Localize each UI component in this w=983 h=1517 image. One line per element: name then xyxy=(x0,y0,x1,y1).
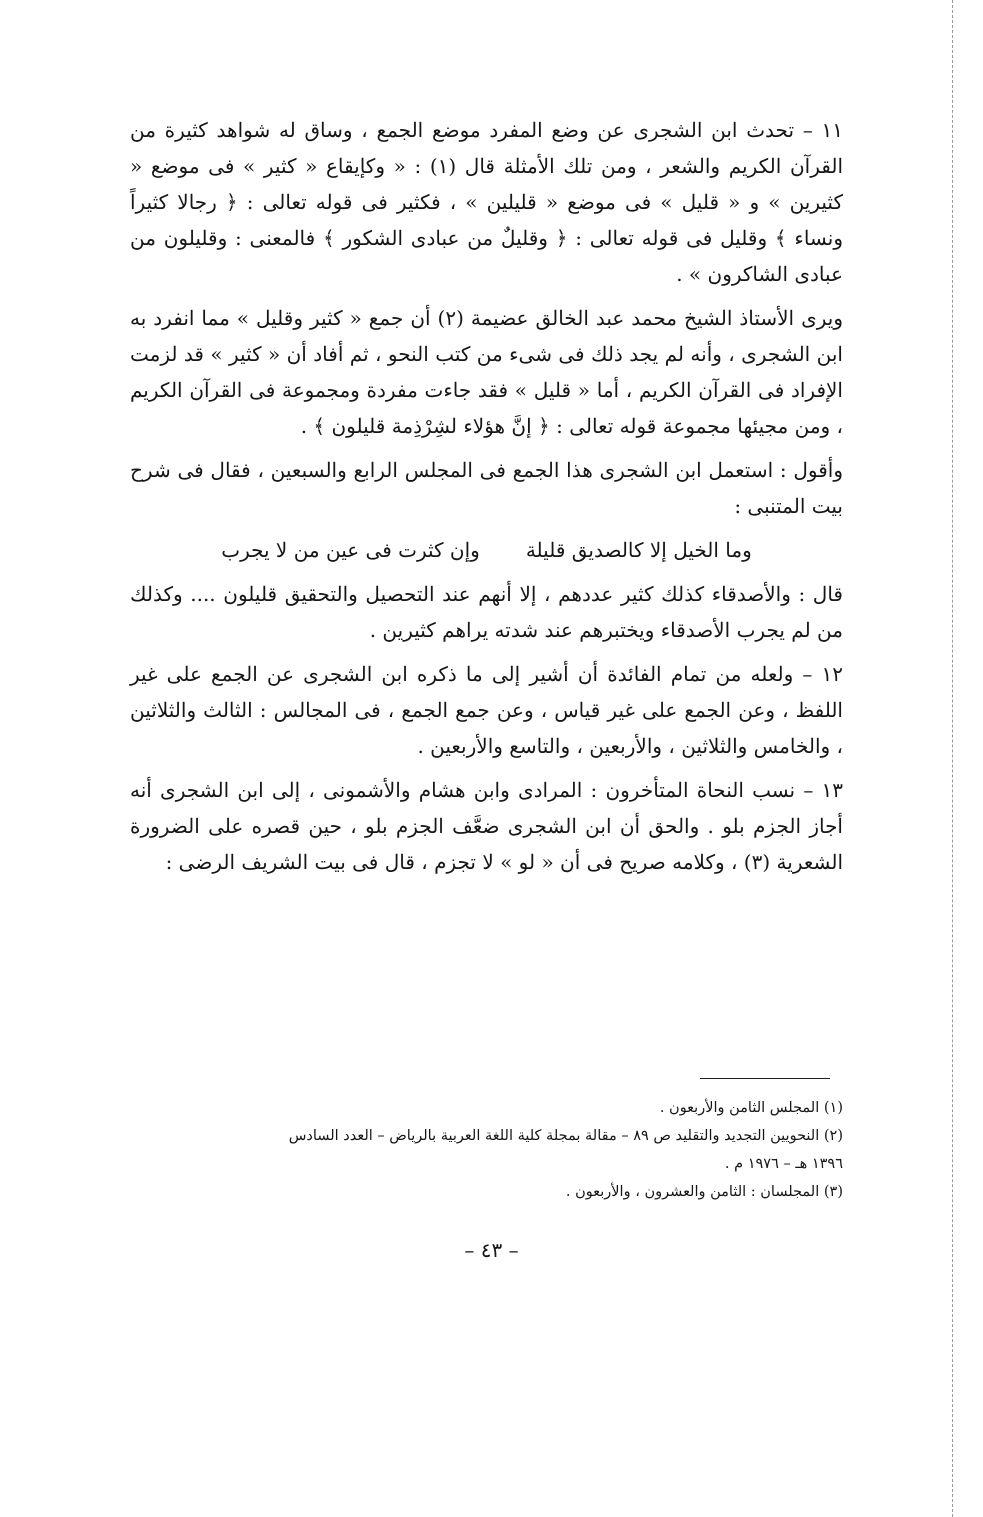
page-number: – ٤٣ – xyxy=(464,1238,519,1262)
scan-margin-line xyxy=(952,0,954,1517)
paragraph-aqul: وأقول : استعمل ابن الشجرى هذا الجمع فى المجلس الرابع والسبعين ، فقال فى شرح بيت المتنبى : xyxy=(130,458,843,518)
verse-first-half: وما الخيل إلا كالصديق قليلة xyxy=(525,538,752,562)
footnote-2: (٢) النحويين التجديد والتقليد ص ٨٩ – مقالة بمجلة كلية اللغة العربية بالرياض – العدد السادس xyxy=(288,1128,843,1144)
footnote-1: (١) المجلس الثامن والأربعون . xyxy=(659,1100,843,1116)
verse-second-half: وإن كثرت فى عين من لا يجرب xyxy=(221,538,480,562)
paragraph-13: ١٣ – نسب النحاة المتأخرون : المرادى وابن هشام والأشمونى ، إلى ابن الشجرى أنه أجاز الجزم بلو . والحق أن ابن الشجرى ضعَّف الجزم بلو ، حين قصره على الضرورة الشعرية (٣) ، وكلامه صريح فى أن « لو » لا تجزم ، قال فى بيت الشريف الرضى : xyxy=(130,778,843,874)
poetry-verse xyxy=(130,532,843,568)
footnote-separator xyxy=(700,1078,830,1079)
paragraph-qal: قال : والأصدقاء كذلك كثير عددهم ، إلا أنهم عند التحصيل والتحقيق قليلون .... وكذلك من لم يجرب الأصدقاء ويختبرهم عند شدته يراهم كثيرين . xyxy=(130,582,843,642)
paragraph-11: ١١ – تحدث ابن الشجرى عن وضع المفرد موضع الجمع ، وساق له شواهد كثيرة من القرآن الكريم والشعر ، ومن تلك الأمثلة قال (١) : « وكإيقاع « كثير » فى موضع « كثيرين » و « قليل » فى موضع « قليلين » ، فكثير فى قوله تعالى : ﴿ رجالا كثيراً ونساء ﴾ وقليل فى قوله تعالى : ﴿ وقليلٌ من عبادى الشكور ﴾ فالمعنى : وقليلون من عبادى الشاكرون » . xyxy=(130,118,843,286)
main-text xyxy=(130,112,843,888)
paragraph-12: ١٢ – ولعله من تمام الفائدة أن أشير إلى ما ذكره ابن الشجرى عن الجمع على غير اللفظ ، وعن الجمع على غير قياس ، وعن جمع الجمع ، فى المجالس : الثالث والثلاثين ، والخامس والثلاثين ، والأربعين ، والتاسع والأربعين . xyxy=(130,662,843,758)
paragraph-adima: ويرى الأستاذ الشيخ محمد عبد الخالق عضيمة (٢) أن جمع « كثير وقليل » مما انفرد به ابن الشجرى ، وأنه لم يجد ذلك فى شىء من كتب النحو ، ثم أفاد أن « كثير » قد لزمت الإفراد فى القرآن الكريم ، أما « قليل » فقد جاءت مفردة ومجموعة فى القرآن الكريم ، ومن مجيئها مجموعة قوله تعالى : ﴿ إنَّ هؤلاء لشِرْذِمة قليلون ﴾ . xyxy=(130,306,843,438)
footnote-2-continuation: ١٣٩٦ هـ – ١٩٧٦ م . xyxy=(724,1156,843,1172)
footnotes xyxy=(130,1094,843,1206)
footnote-3: (٣) المجلسان : الثامن والعشرون ، والأربعون . xyxy=(565,1184,843,1200)
